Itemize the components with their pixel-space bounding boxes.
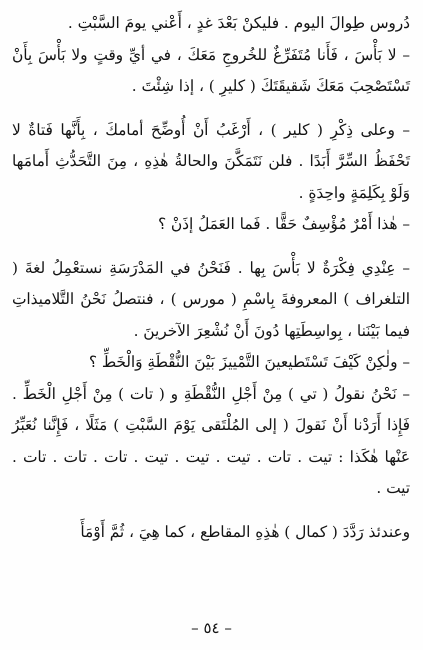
paragraph-morse-idea: – عِنْدِي فِكْرَةٌ لا بَأْسَ بِها . فَنَحْنُ في المَدْرَسَةِ نستعْمِلُ لغةَ ( التلغراف ) المعروفةَ بِاسْمِ ( مورس ) ، فنتصلُ نَحْنُ التَّلاميذاتِ فيما بَيْنَنا ، بِواسِطَتِها دُونَ أَنْ نُشْعِرَ الآخرينَ .	[12, 258, 410, 340]
paragraph-continuation: دُروس طِوالَ اليوم . فليكنْ بَعْدَ غدٍ ، أَعْني يومَ السَّبْتِ .	[67, 14, 410, 32]
body-text	[12, 8, 410, 548]
paragraph-reply-free-time: – لا بَأْسَ ، فَأَنا مُتَفَرِّغٌ للخُروجِ مَعَكَ ، في أيِّ وقتٍ ولا بَأْسَ بِأَنْ تَسْتَصْحِبَ مَعَكَ شَقيقَتَكَ ( كليرِ ) ، إذا شِئْتَ .	[12, 45, 410, 95]
paragraph-morse-example: – نَحْنُ نقولُ ( تي ) مِنْ أَجْلِ النُّقْطَةِ و ( تات ) مِنْ أَجْلِ الْخَطِّ . فَإِذا أَرَدْنا أَنْ نَقولَ ( إلى المُلْتَقى يَوْمَ السَّبْتِ ) مَثَلًا ، فَإِنَّنا نُعَبِّرُ عَنْها هٰكَذا : تيت . تات . تيت . تيت . تيت . تات . تات . تات . تيت .	[12, 384, 410, 497]
paragraph-question-dot-dash: – ولٰكِنْ كَيْفَ تَسْتَطيعينَ التَّمْييزَ بَيْنَ النُّقْطَةِ وَالْخَطِّ ؟	[88, 353, 410, 371]
page-number: – ٥٤ –	[191, 619, 232, 637]
paragraph-kamal-repeats: وعندئذ رَدَّدَ ( كمال ) هٰذِهِ المقاطع ، كما هِيَ ، ثُمَّ أَوْمَأَ	[80, 522, 410, 541]
paragraph-regret: – هٰذا أَمْرٌ مُؤْسِفٌ حَقًّا . فَما العَمَلُ إذَنْ ؟	[157, 215, 410, 233]
paragraph-about-claire: – وعلى ذِكْرِ ( كلير ) ، أَرْغَبُ أَنْ أُوضِّحَ أمامكَ ، بِأَنَّها فَتاةٌ لا تَحْفَظُ السِّرَّ أَبَدًا . فلن نَتَمَكَّنَ والحالةُ هٰذِهِ ، مِنَ التَّحَدُّثِ أَمامَها وَلَوْ بِكَلِمَةٍ واحِدَةٍ .	[12, 120, 410, 202]
